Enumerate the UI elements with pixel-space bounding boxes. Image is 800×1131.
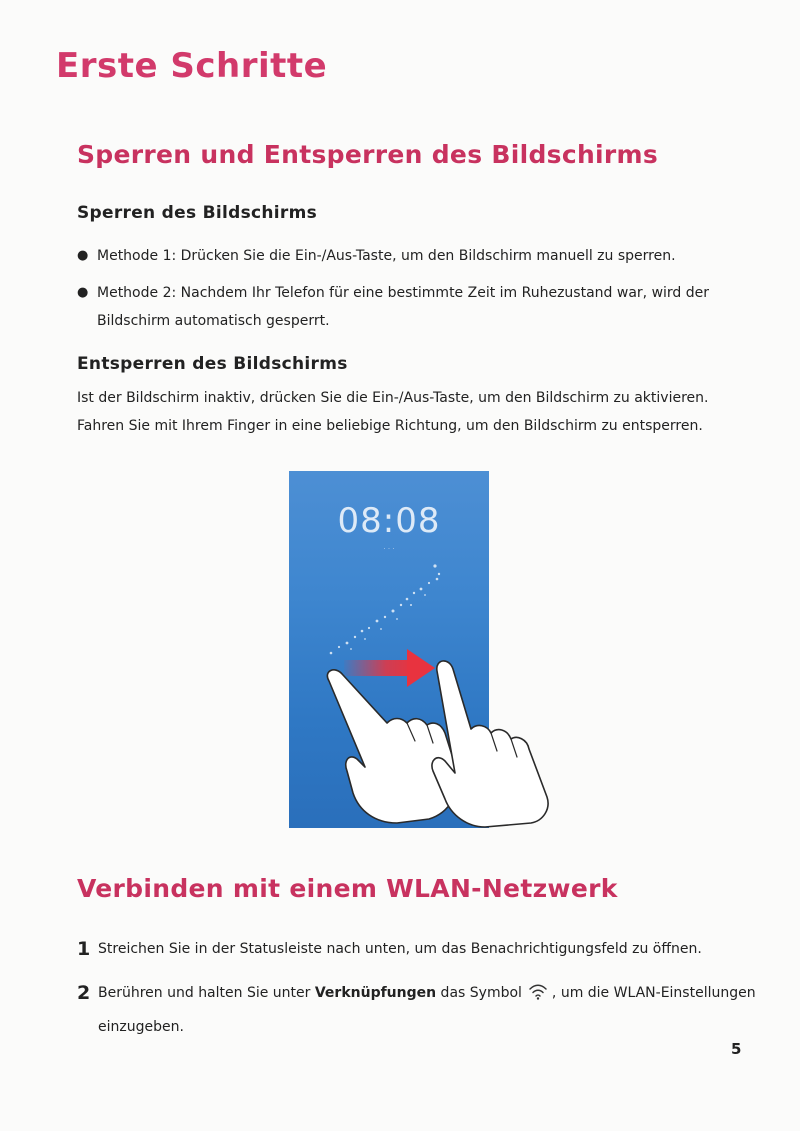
- bullet-text: Methode 1: Drücken Sie die Ein-/Aus-Taste, um den Bildschirm manuell zu sperren.: [97, 248, 676, 264]
- step-item: [77, 934, 757, 965]
- page-number: 5: [731, 1040, 742, 1058]
- subheading-unlock: Entsperren des Bildschirms: [77, 354, 348, 374]
- step-item: [77, 978, 757, 1043]
- bullet-dot-icon: ●: [77, 248, 89, 263]
- lockscreen-date-line: · · ·: [383, 545, 395, 553]
- step-number: 1: [77, 938, 91, 960]
- bullet-item: [77, 242, 737, 270]
- step-text-part: , um die WLAN-Einstellungen einzugeben.: [98, 985, 756, 1035]
- bullet-dot-icon: ●: [77, 285, 89, 300]
- bullet-text: Methode 2: Nachdem Ihr Telefon für eine bestimmte Zeit im Ruhezustand war, wird der Bildschirm automatisch gesperrt.: [97, 285, 710, 329]
- step-text-part: das Symbol: [436, 985, 522, 1001]
- watermark: [110, 633, 149, 684]
- swipe-arrow-icon: [344, 649, 435, 687]
- hand-right: [432, 661, 548, 827]
- step-text: Streichen Sie in der Statusleiste nach unten, um das Benachrichtigungsfeld zu öffnen.: [98, 941, 702, 957]
- swipe-gesture-illustration: [289, 471, 569, 841]
- step-text: [77, 978, 757, 1043]
- section-heading-lock: Sperren und Entsperren des Bildschirms: [77, 140, 659, 169]
- bullet-item: [77, 279, 737, 335]
- hand-left: [327, 670, 457, 823]
- unlock-paragraph: Ist der Bildschirm inaktiv, drücken Sie die Ein-/Aus-Taste, um den Bildschirm zu aktivieren. Fahren Sie mit Ihrem Finger in eine beliebige Richtung, um den Bildschirm zu entsperren.: [77, 390, 709, 434]
- step-number: 2: [77, 982, 91, 1004]
- lockscreen-clock: 08:08: [337, 501, 441, 541]
- section-heading-wlan: Verbinden mit einem WLAN-Netzwerk: [77, 874, 618, 903]
- step-text-part: Berühren und halten Sie unter: [98, 985, 315, 1001]
- subheading-lock: Sperren des Bildschirms: [77, 203, 318, 223]
- step-text-bold: Verknüpfungen: [314, 985, 437, 1001]
- page-title: Erste Schritte: [56, 46, 328, 86]
- wifi-icon: [528, 981, 548, 1012]
